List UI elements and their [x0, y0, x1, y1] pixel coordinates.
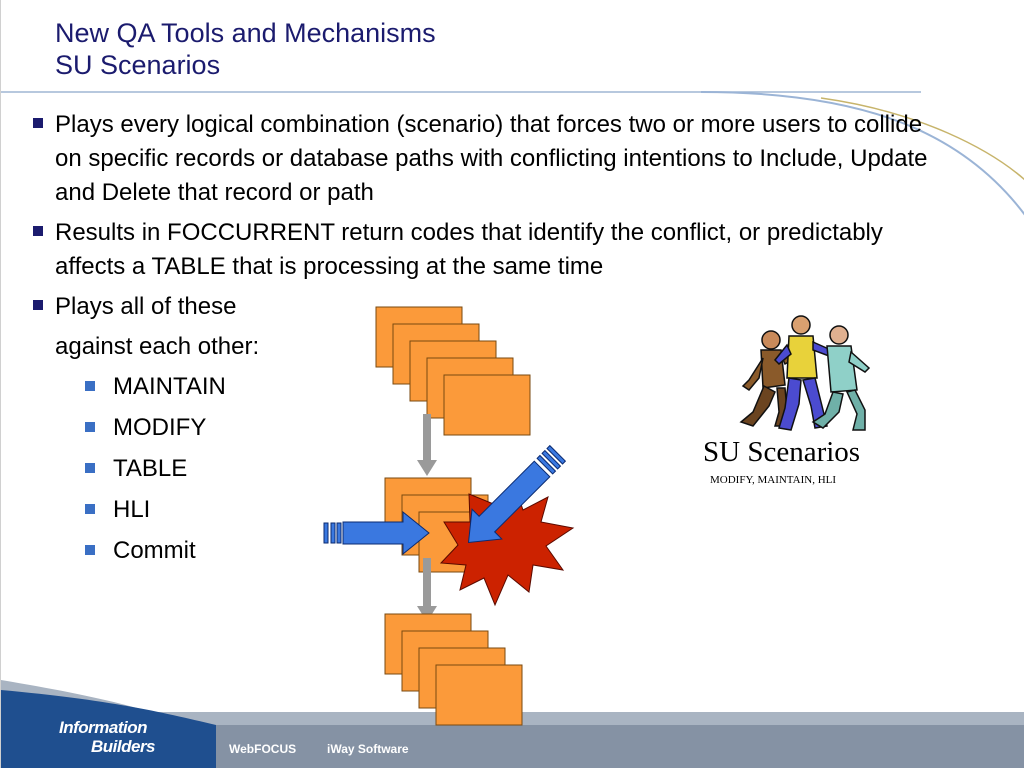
title-line-2: SU Scenarios	[55, 50, 221, 80]
sub-bullet-text: HLI	[113, 496, 151, 523]
record-box	[436, 665, 522, 725]
logo-line-1: Information	[59, 718, 147, 737]
bullet-text: Plays all of these	[55, 293, 237, 320]
down-arrow	[417, 414, 437, 476]
graphic-caption-subtitle: MODIFY, MAINTAIN, HLI	[710, 474, 837, 486]
logo-line-2: Builders	[91, 737, 156, 756]
sub-bullet-text: Commit	[113, 537, 196, 564]
graphic-caption-title: SU Scenarios	[703, 436, 861, 468]
title-line-1: New QA Tools and Mechanisms	[55, 18, 436, 48]
bullet-text: Results in FOCCURRENT return codes that identify the conflict, or predictably affects a TABLE that is processing at the same time	[55, 219, 883, 280]
sub-bullet-text: MAINTAIN	[113, 373, 226, 400]
collision-diagram	[1, 0, 1024, 768]
businessmen-clipart-icon	[741, 316, 869, 430]
bullet-continuation: against each other:	[55, 333, 260, 360]
sub-bullet-text: MODIFY	[113, 414, 207, 441]
sub-bullet-text: TABLE	[113, 455, 188, 482]
footer-product-iway: iWay Software	[327, 742, 409, 756]
record-box	[444, 375, 530, 435]
footer-product-webfocus: WebFOCUS	[229, 742, 297, 756]
information-builders-logo	[59, 718, 155, 756]
bullet-text: Plays every logical combination (scenario) that forces two or more users to collide on specific records or database paths with conflicting intentions to Include, Update and Delete that record or path	[55, 111, 928, 206]
